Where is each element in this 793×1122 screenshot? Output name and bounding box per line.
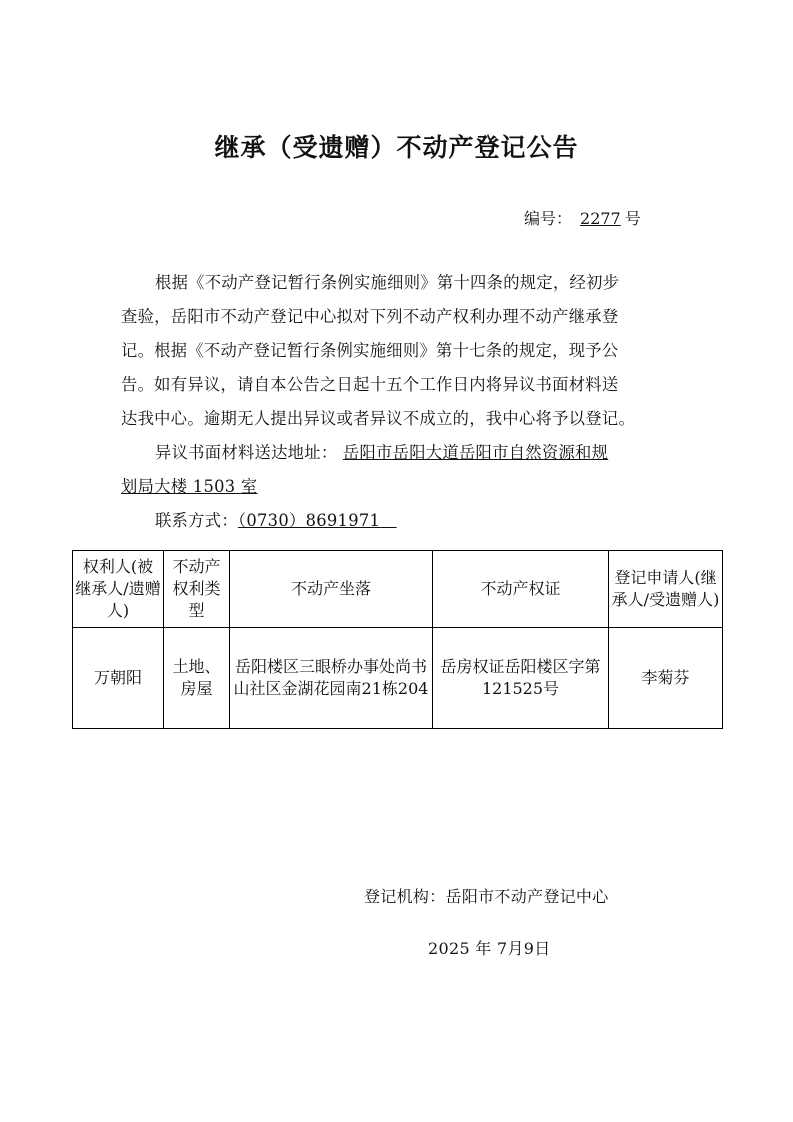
contact-label: 联系方式： (155, 511, 238, 530)
page-title: 继承（受遗赠）不动产登记公告 (214, 133, 579, 162)
header-property-certificate: 不动产权证 (433, 551, 609, 628)
cell-right-type: 土地、房屋 (164, 628, 230, 729)
objection-address-line-2 (121, 470, 673, 504)
header-right-type: 不动产权利类型 (164, 551, 230, 628)
contact-value: （0730）8691971 (237, 511, 381, 530)
body-line: 达我中心。逾期无人提出异议或者异议不成立的，我中心将予以登记。 (121, 409, 636, 428)
registration-authority (364, 884, 609, 907)
address-label: 异议书面材料送达地址： (155, 443, 338, 462)
serial-number (524, 206, 641, 229)
body-line: 查验，岳阳市不动产登记中心拟对下列不动产权利办理不动产继承登 (121, 307, 619, 326)
serial-value: 2277 (580, 209, 621, 228)
body-line: 告。如有异议，请自本公告之日起十五个工作日内将异议书面材料送 (121, 375, 619, 394)
table-row (73, 628, 723, 729)
contact-line (121, 504, 673, 538)
body-line: 记。根据《不动产登记暂行条例实施细则》第十七条的规定，现予公 (121, 341, 619, 360)
cell-right-holder: 万朝阳 (73, 628, 164, 729)
address-value-part1: 岳阳市岳阳大道岳阳市自然资源和规 (342, 443, 609, 462)
serial-label: 编号： (524, 209, 573, 228)
cell-property-location: 岳阳楼区三眼桥办事处尚书山社区金湖花园南21栋204 (230, 628, 433, 729)
org-label: 登记机构： (364, 887, 446, 906)
org-name: 岳阳市不动产登记中心 (445, 887, 609, 906)
body-line: 根据《不动产登记暂行条例实施细则》第十四条的规定，经初步 (155, 273, 620, 292)
announcement-date: 2025 年 7月9日 (428, 939, 551, 958)
objection-address-line (121, 436, 673, 470)
announcement-body (121, 266, 673, 538)
cell-property-certificate: 岳房权证岳阳楼区字第121525号 (433, 628, 609, 729)
table-header-row (73, 551, 723, 628)
header-property-location: 不动产坐落 (230, 551, 433, 628)
header-applicant: 登记申请人(继承人/受遗赠人) (609, 551, 723, 628)
cell-applicant: 李菊芬 (609, 628, 723, 729)
serial-suffix: 号 (624, 209, 641, 228)
address-value-part2: 划局大楼 1503 室 (121, 477, 258, 496)
registration-table (72, 550, 723, 729)
header-right-holder: 权利人(被继承人/遗赠人) (73, 551, 164, 628)
